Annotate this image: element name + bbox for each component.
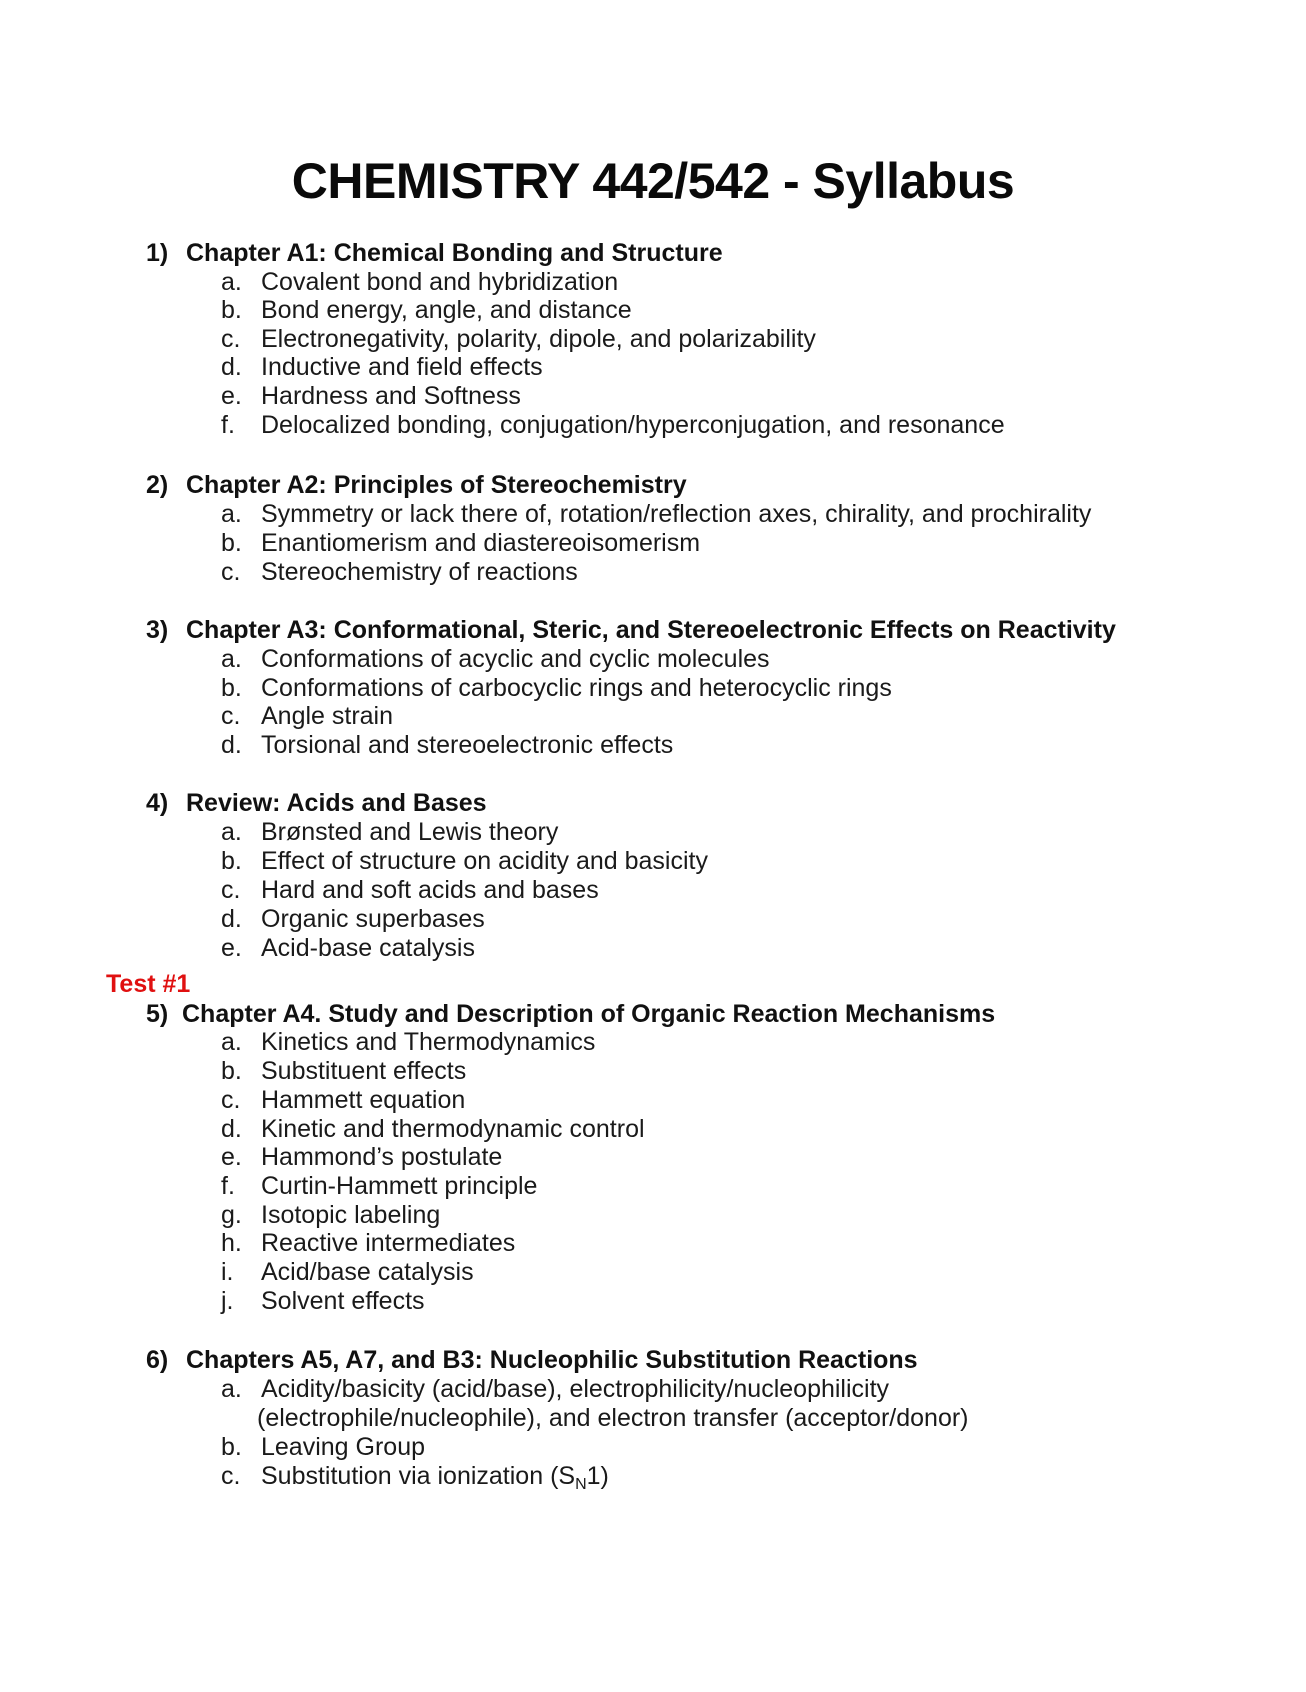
item-text: Leaving Group [261,1433,426,1461]
item-text [261,1462,609,1491]
section-1-heading [146,239,723,268]
test-marker: Test #1 [106,970,191,998]
item-letter: d. [221,1115,242,1143]
item-letter: c. [221,325,241,353]
item-letter: d. [221,731,242,759]
section-number: 6) [146,1346,169,1374]
item-letter: d. [221,353,242,381]
section-2-heading [146,471,687,500]
item-text: Acid-base catalysis [261,934,475,962]
item-letter: a. [221,1028,242,1056]
item-text: Kinetic and thermodynamic control [261,1115,645,1143]
item-letter: b. [221,847,242,875]
item-text: Angle strain [261,702,394,730]
item-letter: j. [221,1287,234,1315]
item-letter: a. [221,500,242,528]
item-text: Kinetics and Thermodynamics [261,1028,596,1056]
item-letter: i. [221,1258,234,1286]
section-title: Chapter A3: Conformational, Steric, and Stereoelectronic Effects on Reactivity [186,616,1116,644]
item-text: Delocalized bonding, conjugation/hyperconjugation, and resonance [261,411,1005,439]
item-text-continuation: (electrophile/nucleophile), and electron transfer (acceptor/donor) [257,1404,969,1432]
item-text: Substituent effects [261,1057,467,1085]
item-letter: b. [221,529,242,557]
item-letter: a. [221,268,242,296]
item-letter: c. [221,1462,241,1490]
subscript: N [575,1476,587,1493]
item-text: Inductive and field effects [261,353,543,381]
item-letter: d. [221,905,242,933]
item-text: Hardness and Softness [261,382,521,410]
item-text: Solvent effects [261,1287,425,1315]
item-letter: g. [221,1201,242,1229]
item-text: Curtin-Hammett principle [261,1172,538,1200]
item-text: Electronegativity, polarity, dipole, and polarizability [261,325,816,353]
item-letter: f. [221,1172,235,1200]
item-text-main: Substitution via ionization (S [261,1462,576,1490]
section-3-heading [146,616,1116,645]
item-letter: b. [221,1433,242,1461]
item-text: Acid/base catalysis [261,1258,474,1286]
list-item-continuation [257,1404,969,1433]
item-text: Conformations of acyclic and cyclic molecules [261,645,770,673]
item-text: Isotopic labeling [261,1201,441,1229]
section-title: Chapter A2: Principles of Stereochemistry [186,471,687,499]
item-letter: a. [221,1375,242,1403]
item-text-suffix: 1) [586,1462,609,1490]
section-title: Chapters A5, A7, and B3: Nucleophilic Substitution Reactions [186,1346,918,1374]
section-title: Chapter A1: Chemical Bonding and Structure [186,239,723,267]
page-title: CHEMISTRY 442/542 - Syllabus [291,153,1015,209]
item-letter: c. [221,1086,241,1114]
section-number: 5) [146,1000,169,1028]
item-letter: e. [221,382,242,410]
item-text: Effect of structure on acidity and basicity [261,847,708,875]
item-text: Reactive intermediates [261,1229,516,1257]
item-text: Hammond’s postulate [261,1143,503,1171]
section-number: 4) [146,789,169,817]
section-title: Review: Acids and Bases [186,789,487,817]
item-letter: c. [221,702,241,730]
item-letter: e. [221,934,242,962]
item-letter: e. [221,1143,242,1171]
item-text: Symmetry or lack there of, rotation/reflection axes, chirality, and prochirality [261,500,1092,528]
section-title: Chapter A4. Study and Description of Organic Reaction Mechanisms [182,1000,996,1028]
section-number: 2) [146,471,169,499]
item-text: Bond energy, angle, and distance [261,296,632,324]
item-letter: b. [221,296,242,324]
item-letter: h. [221,1229,242,1257]
section-number: 1) [146,239,169,267]
item-text: Acidity/basicity (acid/base), electrophilicity/nucleophilicity [261,1375,890,1403]
item-letter: a. [221,818,242,846]
section-5-heading [146,1000,995,1029]
item-text: Hammett equation [261,1086,466,1114]
item-letter: a. [221,645,242,673]
section-6-heading [146,1346,918,1375]
item-text: Hard and soft acids and bases [261,876,599,904]
item-text: Torsional and stereoelectronic effects [261,731,674,759]
item-letter: f. [221,411,235,439]
item-letter: c. [221,876,241,904]
section-number: 3) [146,616,169,644]
item-letter: b. [221,1057,242,1085]
item-text: Conformations of carbocyclic rings and heterocyclic rings [261,674,892,702]
item-letter: b. [221,674,242,702]
item-text: Enantiomerism and diastereoisomerism [261,529,701,557]
item-letter: c. [221,558,241,586]
section-4-heading [146,789,487,818]
item-text: Brønsted and Lewis theory [261,818,559,846]
item-text: Stereochemistry of reactions [261,558,578,586]
item-text: Covalent bond and hybridization [261,268,619,296]
item-text: Organic superbases [261,905,485,933]
